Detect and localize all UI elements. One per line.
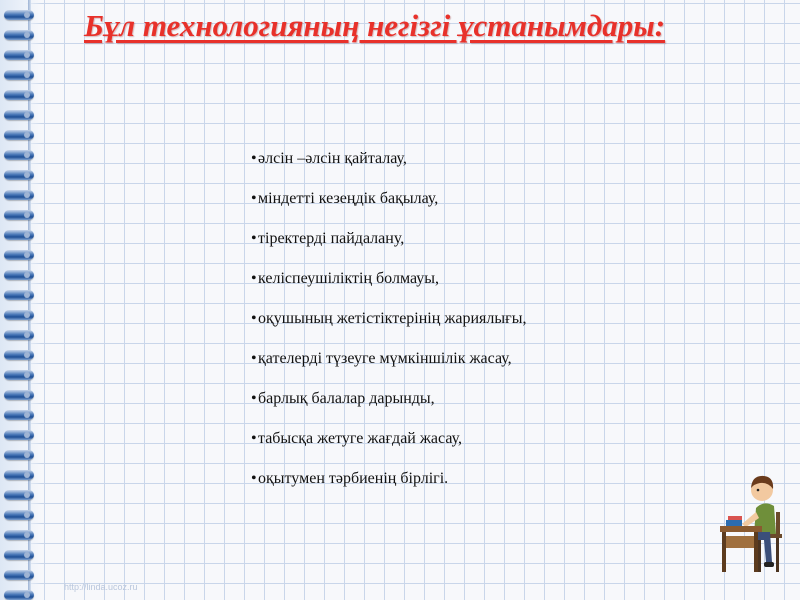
list-item — [251, 389, 526, 429]
spiral-ring-icon — [4, 230, 34, 240]
spiral-ring-icon — [4, 490, 34, 500]
spiral-ring-icon — [4, 10, 34, 20]
spiral-ring-icon — [4, 310, 34, 320]
spiral-ring-icon — [4, 290, 34, 300]
spiral-ring-icon — [4, 70, 34, 80]
bullet-icon: • — [251, 430, 257, 447]
spiral-ring-icon — [4, 170, 34, 180]
spiral-ring-icon — [4, 510, 34, 520]
list-item-text: міндетті кезеңдік бақылау, — [258, 190, 439, 207]
spiral-ring-icon — [4, 190, 34, 200]
spiral-ring-icon — [4, 210, 34, 220]
bullet-icon: • — [251, 310, 257, 327]
spiral-ring-icon — [4, 50, 34, 60]
spiral-ring-icon — [4, 450, 34, 460]
spiral-ring-icon — [4, 390, 34, 400]
watermark: http://linda.ucoz.ru — [64, 582, 138, 592]
spiral-ring-icon — [4, 590, 34, 600]
student-at-desk-icon — [712, 462, 796, 580]
list-item — [251, 189, 526, 229]
notebook-spiral-binding — [0, 0, 42, 600]
spiral-ring-icon — [4, 250, 34, 260]
list-item-text: оқытумен тәрбиенің бірлігі. — [258, 470, 449, 487]
spiral-ring-icon — [4, 90, 34, 100]
list-item-text: әлсін –әлсін қайталау, — [258, 150, 407, 167]
list-item — [251, 429, 526, 469]
list-item — [251, 309, 526, 349]
spiral-ring-icon — [4, 30, 34, 40]
spiral-ring-icon — [4, 110, 34, 120]
spiral-ring-icon — [4, 410, 34, 420]
list-item-text: қателерді түзеуге мүмкіншілік жасау, — [258, 350, 512, 367]
bullet-icon: • — [251, 350, 257, 367]
spiral-ring-icon — [4, 550, 34, 560]
list-item — [251, 269, 526, 309]
spiral-ring-icon — [4, 470, 34, 480]
list-item — [251, 469, 526, 509]
bullet-icon: • — [251, 150, 257, 167]
spiral-ring-icon — [4, 570, 34, 580]
spiral-ring-icon — [4, 150, 34, 160]
list-item-text: барлық балалар дарынды, — [258, 390, 435, 407]
list-item-text: оқушының жетістіктерінің жариялығы, — [258, 310, 527, 327]
list-item — [251, 229, 526, 269]
bullet-icon: • — [251, 390, 257, 407]
list-item-text: келіспеушіліктің болмауы, — [258, 270, 439, 287]
bullet-icon: • — [251, 270, 257, 287]
list-item — [251, 149, 526, 189]
spiral-ring-icon — [4, 350, 34, 360]
bullet-icon: • — [251, 230, 257, 247]
bullet-icon: • — [251, 190, 257, 207]
spiral-ring-icon — [4, 130, 34, 140]
principles-list — [251, 149, 526, 509]
slide-title: Бұл технологияның негізгі ұстанымдары: — [84, 8, 666, 43]
bullet-icon: • — [251, 470, 257, 487]
spiral-ring-icon — [4, 270, 34, 280]
list-item — [251, 349, 526, 389]
spiral-ring-icon — [4, 530, 34, 540]
spiral-ring-icon — [4, 330, 34, 340]
spiral-ring-icon — [4, 430, 34, 440]
list-item-text: табысқа жетуге жағдай жасау, — [258, 430, 462, 447]
spiral-ring-icon — [4, 370, 34, 380]
list-item-text: тіректерді пайдалану, — [258, 230, 405, 247]
